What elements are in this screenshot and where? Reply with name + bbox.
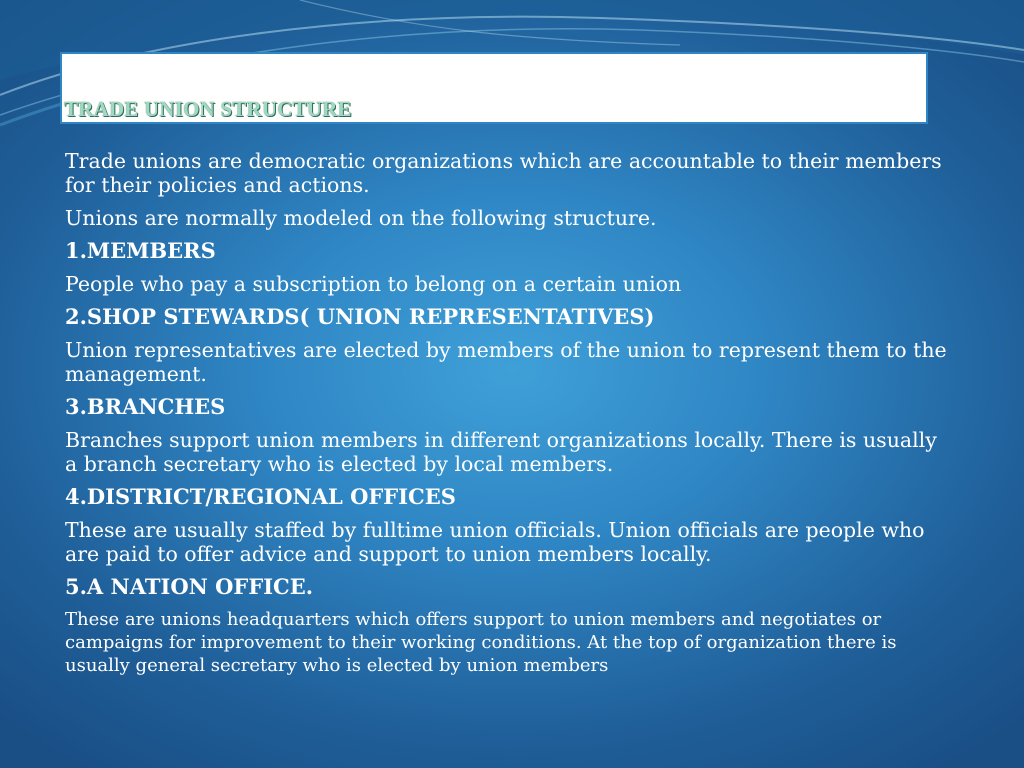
branches-description: Branches support union members in different organizations locally. There is usually a branch secretary who is elected by local members. [65,428,937,476]
structure-intro: Unions are normally modeled on the following structure. [65,206,657,230]
slide-content [65,149,955,686]
heading-shop-stewards: 2.SHOP STEWARDS( UNION REPRESENTATIVES) [65,304,655,329]
title-box [60,52,928,124]
heading-nation-office: 5.A NATION OFFICE. [65,574,314,599]
slide-title: TRADE UNION STRUCTURE [64,97,352,121]
heading-members: 1.MEMBERS [65,238,216,263]
members-description: People who pay a subscription to belong on a certain union [65,272,682,296]
intro-paragraph: Trade unions are democratic organizations which are accountable to their members for their policies and actions. [65,149,942,197]
shop-stewards-description: Union representatives are elected by members of the union to represent them to the management. [65,338,947,386]
nation-office-description: These are unions headquarters which offers support to union members and negotiates or campaigns for improvement to their working conditions. At the top of organization there is usually general secretary who is elected by union members [65,609,897,676]
heading-branches: 3.BRANCHES [65,394,226,419]
district-offices-description: These are usually staffed by fulltime union officials. Union officials are people who are paid to offer advice and support to union members locally. [65,518,925,566]
heading-district-offices: 4.DISTRICT/REGIONAL OFFICES [65,484,456,509]
